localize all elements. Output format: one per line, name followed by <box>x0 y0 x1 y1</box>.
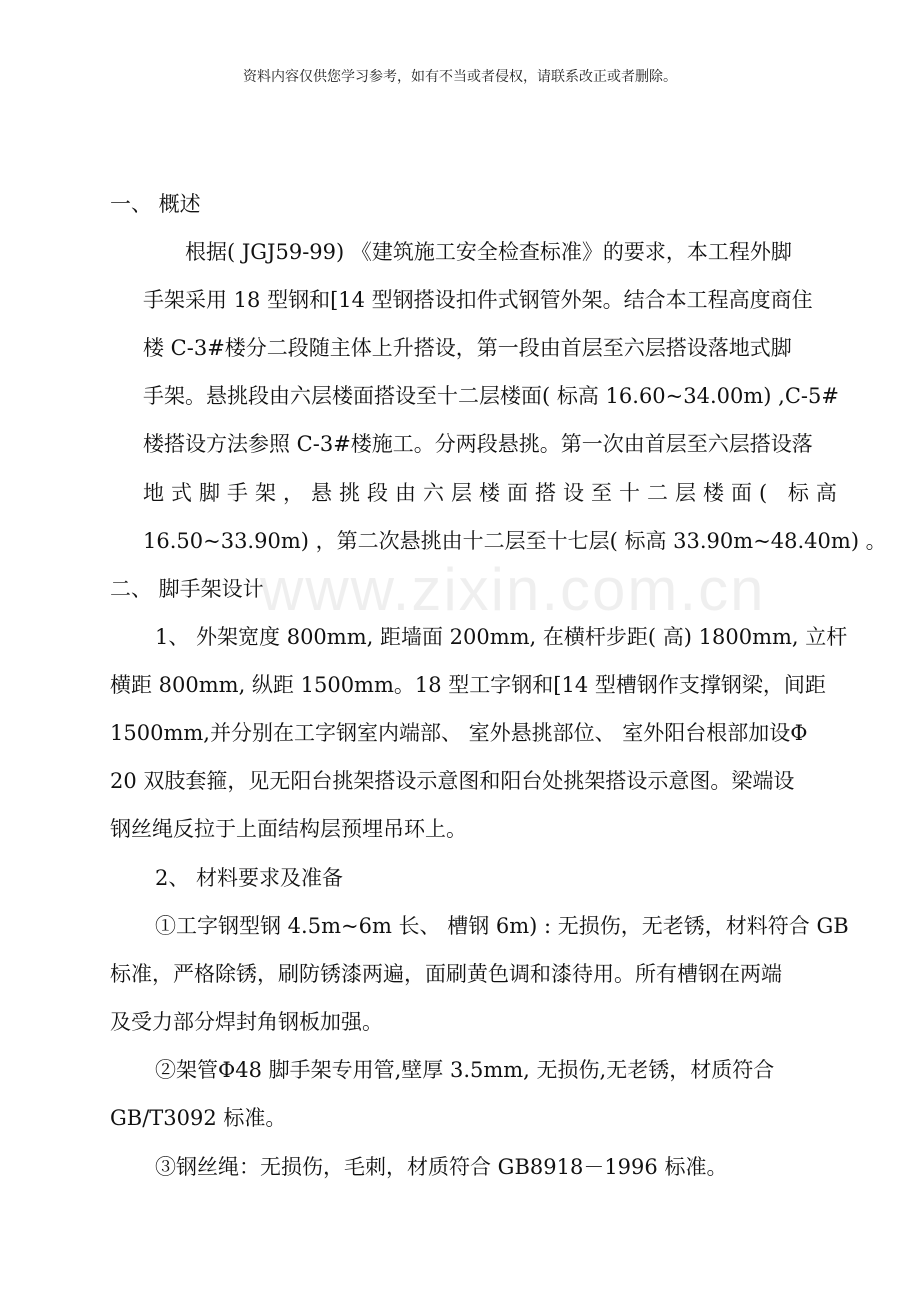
paragraph-line: 根据( JGJ59-99) 《建筑施工安全检查标准》的要求，本工程外脚 <box>185 240 792 264</box>
paragraph-line: 钢丝绳反拉于上面结构层预埋吊环上。 <box>110 817 467 841</box>
subsection-title: 2、 材料要求及准备 <box>155 866 344 890</box>
paragraph-line: 及受力部分焊封角钢板加强。 <box>110 1010 383 1034</box>
paragraph-line: 地式脚手架，悬挑段由六层楼面搭设至十二层楼面( 标高 <box>143 481 844 505</box>
paragraph-line: 手架。悬挑段由六层楼面搭设至十二层楼面( 标高 16.60~34.00m) ,C-5# <box>143 384 839 408</box>
paragraph-line: ①工字钢型钢 4.5m~6m 长、 槽钢 6m) : 无损伤，无老锈，材料符合 GB <box>155 914 849 938</box>
paragraph-line: 楼搭设方法参照 C-3#楼施工。分两段悬挑。第一次由首层至六层搭设落 <box>143 432 813 456</box>
section-1-title: 一、 概述 <box>110 192 201 216</box>
paragraph-line: 1、 外架宽度 800mm, 距墙面 200mm, 在横杆步距( 高) 1800mm, 立杆 <box>155 625 848 649</box>
paragraph-line: 20 双肢套箍，见无阳台挑架搭设示意图和阳台处挑架搭设示意图。梁端设 <box>110 769 795 793</box>
disclaimer-note: 资料内容仅供您学习参考，如有不当或者侵权，请联系改正或者删除。 <box>243 69 677 85</box>
paragraph-line: ③钢丝绳：无损伤，毛刺，材质符合 GB8918－1996 标准。 <box>155 1155 728 1179</box>
paragraph-line: 标准，严格除锈，刷防锈漆两遍，面刷黄色调和漆待用。所有槽钢在两端 <box>110 962 782 986</box>
section-2-title: 二、 脚手架设计 <box>110 577 264 601</box>
paragraph-line: GB/T3092 标准。 <box>110 1106 287 1130</box>
paragraph-line: 手架采用 18 型钢和[14 型钢搭设扣件式钢管外架。结合本工程高度商住 <box>143 288 813 312</box>
paragraph-line: 横距 800mm, 纵距 1500mm。18 型工字钢和[14 型槽钢作支撑钢梁，间距 <box>110 673 826 697</box>
paragraph-line: ②架管Φ48 脚手架专用管,壁厚 3.5mm, 无损伤,无老锈，材质符合 <box>155 1058 775 1082</box>
watermark-text: www.zixin.com.cn <box>260 556 766 623</box>
paragraph-line: 楼 C-3#楼分二段随主体上升搭设，第一段由首层至六层搭设落地式脚 <box>143 336 792 360</box>
paragraph-line: 16.50~33.90m) ，第二次悬挑由十二层至十七层( 标高 33.90m~48.40m) 。 <box>143 529 887 553</box>
paragraph-line: 1500mm,并分别在工字钢室内端部、 室外悬挑部位、 室外阳台根部加设Φ <box>110 721 808 745</box>
